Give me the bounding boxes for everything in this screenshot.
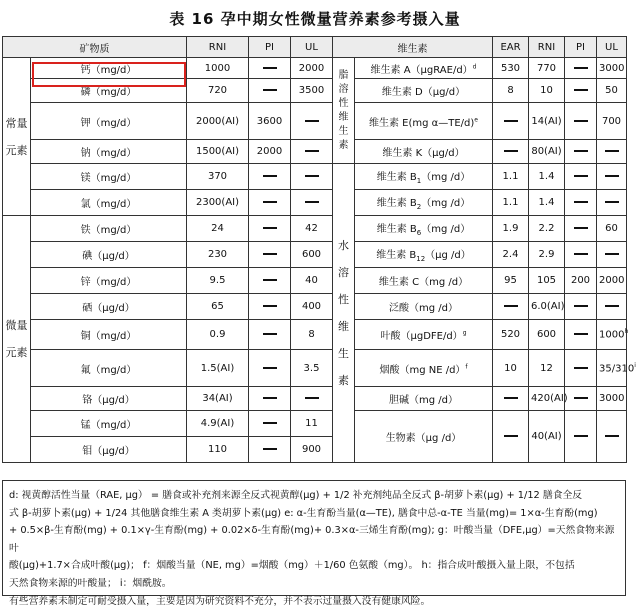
dash-mark (605, 305, 619, 307)
footnote-mark: f (465, 363, 468, 371)
vitamin-ul (597, 103, 627, 140)
mineral-pi (249, 164, 291, 190)
mineral-ul (291, 190, 333, 216)
dash-mark (605, 150, 619, 152)
dash-mark (574, 67, 588, 69)
mineral-name: 锌（mg/d） (31, 268, 187, 294)
vitamin-name-text: 烟酸（mg NE /d） (379, 364, 466, 376)
vitamin-rni (529, 350, 565, 387)
table-row (3, 103, 627, 140)
vitamin-ul (597, 79, 627, 103)
dash-mark (263, 227, 277, 229)
vitamin-ear-text: 10 (504, 362, 517, 374)
mineral-rni (187, 387, 249, 411)
vitamin-rni (529, 411, 565, 463)
vitamin-ear (493, 242, 529, 268)
vitamin-ul (597, 350, 636, 387)
vitamin-ear (493, 411, 529, 463)
mineral-rni-text: 1500(AI) (195, 146, 240, 157)
mineral-ul (291, 216, 333, 242)
vitamin-ear (493, 294, 529, 320)
mineral-rni-text: 0.9 (209, 329, 226, 340)
table-row (3, 387, 627, 411)
note-line: 酸(μg)+1.7×合成叶酸(μg)； f：烟酸当量（NE, mg）=烟酸（mg）＋1/60 色氨酸（mg）。 h：指合成叶酸摄入量上限，不包括 (9, 560, 575, 572)
vitamin-ear-text: 530 (500, 62, 521, 74)
mineral-pi-text: 3600 (256, 115, 283, 127)
vitamin-rni-text: 80(AI) (531, 146, 562, 157)
dash-mark (574, 333, 588, 335)
dash-mark (574, 397, 588, 399)
vitamin-subscript: 12 (416, 255, 426, 263)
mineral-rni (187, 294, 249, 320)
vitamin-name (355, 58, 493, 79)
vitamin-pi (565, 242, 597, 268)
mineral-ul (291, 103, 333, 140)
mineral-ul-text: 900 (301, 444, 322, 455)
mineral-rni-text: 34(AI) (202, 393, 233, 404)
header-vitamin: 维生素 (333, 37, 493, 58)
note-line: 式 β-胡萝卜素(μg) + 1/24 其他膳食维生素 A 类胡萝卜素(μg) e: α-生育酚当量(α—TE), 膳食中总-α-TE 当量(mg)= 1×α-生育酚(mg) (9, 507, 598, 519)
mineral-pi (249, 387, 291, 411)
mineral-pi (249, 216, 291, 242)
vitamin-name-text: 泛酸（mg /d） (389, 303, 458, 314)
mineral-name: 碘（μg/d） (31, 242, 187, 268)
vitamin-rni-text: 40(AI) (531, 431, 562, 442)
header-mineral: 矿物质 (3, 37, 187, 58)
mineral-rni (187, 216, 249, 242)
vitamin-ear (493, 216, 529, 242)
vitamin-rni (529, 140, 565, 164)
vitamin-name (355, 103, 493, 140)
mineral-rni (187, 79, 249, 103)
vitamin-rni-text: 6.0(AI) (531, 301, 565, 312)
vitamin-ul-text: 1000 (599, 329, 625, 341)
mineral-ul (291, 242, 333, 268)
vitamin-ear (493, 350, 529, 387)
vitamin-rni-text: 1.4 (538, 197, 555, 208)
vitamin-name-text: 维生素 E(mg α—TE/d) (368, 117, 475, 129)
dash-mark (263, 175, 277, 177)
dash-mark (574, 89, 588, 91)
mineral-rni-text: 230 (207, 249, 228, 260)
mineral-rni (187, 437, 249, 463)
footnote-mark: h (624, 328, 629, 336)
dash-mark (574, 435, 588, 437)
dash-mark (263, 333, 277, 335)
mineral-name: 镁（mg/d） (31, 164, 187, 190)
dash-mark (605, 253, 619, 255)
mineral-ul (291, 350, 333, 387)
mineral-name: 铁（mg/d） (31, 216, 187, 242)
dash-mark (504, 305, 518, 307)
vitamin-ul-text: 3000 (599, 393, 625, 404)
dash-mark (574, 150, 588, 152)
mineral-rni-text: 2000(AI) (195, 115, 240, 127)
mineral-name: 磷（mg/d） (31, 79, 187, 103)
vitamin-rni-text: 12 (540, 362, 553, 374)
vitamin-name-text: 生物素（μg /d） (385, 433, 462, 444)
vitamin-name-text: 维生素 C（mg /d） (378, 277, 469, 288)
mineral-rni (187, 268, 249, 294)
vitamin-ul (597, 164, 627, 190)
vitamin-unit: （mg /d） (421, 224, 471, 235)
mineral-pi (249, 79, 291, 103)
vitamin-name-text: 胆碱（mg /d） (389, 395, 458, 406)
mineral-rni (187, 242, 249, 268)
mineral-rni (187, 103, 249, 140)
mineral-rni-text: 1.5(AI) (200, 362, 235, 374)
vitamin-name (355, 411, 493, 463)
vitamin-pi (565, 103, 597, 140)
mineral-name: 钼（μg/d） (31, 437, 187, 463)
vitamin-name (355, 140, 493, 164)
dash-mark (605, 435, 619, 437)
mineral-rni-text: 65 (211, 301, 224, 312)
table-row (3, 350, 627, 387)
mineral-pi (249, 320, 291, 350)
vitamin-rni (529, 268, 565, 294)
vitamin-ear-text: 1.1 (502, 171, 519, 182)
vitamin-rni-text: 420(AI) (531, 393, 568, 404)
mineral-ul (291, 411, 333, 437)
vitamin-name-text: 维生素 B (376, 172, 417, 183)
header-ul: UL (291, 37, 333, 58)
vitamin-ul (597, 216, 627, 242)
mineral-rni (187, 320, 249, 350)
footnote-mark: e (474, 116, 478, 124)
mineral-pi-text: 2000 (256, 146, 283, 157)
vitamin-ul (597, 294, 627, 320)
table-row (3, 164, 627, 190)
vitamin-name-text: 叶酸（μgDFE/d） (380, 331, 463, 342)
dash-mark (504, 397, 518, 399)
dash-mark (263, 305, 277, 307)
mineral-ul (291, 58, 333, 79)
footnote-mark: g (462, 329, 467, 337)
vitamin-ear-text: 95 (504, 275, 517, 286)
dash-mark (574, 120, 588, 122)
dash-mark (504, 435, 518, 437)
mineral-ul (291, 140, 333, 164)
mineral-name: 钾（mg/d） (31, 103, 187, 140)
mineral-pi (249, 350, 291, 387)
dash-mark (574, 227, 588, 229)
vitamin-rni-text: 10 (540, 85, 553, 96)
dash-mark (305, 120, 319, 122)
dash-mark (263, 201, 277, 203)
vitamin-name-text: 维生素 B (376, 198, 417, 209)
vitamin-rni-text: 1.4 (538, 171, 555, 182)
mineral-ul-text: 8 (308, 329, 315, 340)
vitamin-pi (565, 140, 597, 164)
vitamin-name (355, 320, 493, 350)
vitamin-ear (493, 387, 529, 411)
dash-mark (305, 150, 319, 152)
vitamin-name-text: 维生素 D（μg/d） (381, 87, 466, 98)
dash-mark (305, 201, 319, 203)
vitamin-rni-text: 2.2 (538, 223, 555, 234)
vitamin-name (355, 268, 493, 294)
vitamin-ear (493, 140, 529, 164)
header-ul-2: UL (597, 37, 627, 58)
vitamin-ear-text: 520 (500, 329, 521, 340)
mineral-name: 氯（mg/d） (31, 190, 187, 216)
vitamin-name-text: 维生素 B (376, 224, 417, 235)
vitamin-ear (493, 320, 529, 350)
vitamin-ear-text: 8 (507, 85, 514, 96)
highlight-box (32, 62, 186, 87)
mineral-rni (187, 350, 249, 387)
vitamin-ul (597, 58, 627, 79)
dash-mark (263, 67, 277, 69)
dash-mark (504, 150, 518, 152)
dash-mark (263, 279, 277, 281)
mineral-name: 锰（mg/d） (31, 411, 187, 437)
dash-mark (574, 305, 588, 307)
dash-mark (574, 367, 588, 369)
mineral-name: 钙（mg/d） (31, 58, 187, 79)
table-row (3, 411, 627, 437)
vitamin-ul-text: 2000 (599, 275, 625, 286)
vitamin-ul-text: 3000 (599, 62, 625, 74)
vitamin-name (355, 387, 493, 411)
mineral-pi (249, 294, 291, 320)
header-pi: PI (249, 37, 291, 58)
vitamin-name (355, 216, 493, 242)
vitamin-name (355, 79, 493, 103)
mineral-rni (187, 140, 249, 164)
mineral-pi (249, 268, 291, 294)
vitamin-rni (529, 103, 565, 140)
vitamin-rni-text: 770 (536, 62, 557, 74)
dash-mark (574, 175, 588, 177)
vitamin-ear (493, 190, 529, 216)
dash-mark (574, 201, 588, 203)
vitamin-pi (565, 268, 597, 294)
vitamin-name-text: 维生素 K（μg/d） (382, 148, 465, 159)
vitamin-pi-text: 200 (570, 275, 591, 286)
vitamin-name-text: 维生素 B (376, 250, 417, 261)
note-line: d: 视黄醇活性当量（RAE, μg） = 膳食或补充剂来源全反式视黄醇(μg) + 1/2 补充剂纯品全反式 β-胡萝卜素(μg) + 1/12 膳食全反 (9, 490, 583, 501)
group-water-soluble: 水溶性维生素 (333, 164, 355, 463)
mineral-ul (291, 268, 333, 294)
mineral-ul (291, 320, 333, 350)
dash-mark (605, 175, 619, 177)
mineral-ul-text: 3500 (298, 85, 325, 96)
mineral-rni-text: 4.9(AI) (200, 418, 235, 429)
vitamin-rni (529, 242, 565, 268)
vitamin-ul (597, 387, 627, 411)
vitamin-rni-text: 14(AI) (531, 115, 562, 127)
nutrient-table (2, 36, 636, 463)
mineral-pi (249, 103, 291, 140)
note-line: 天然食物来源的叶酸量； i：烟酰胺。 (9, 577, 172, 589)
mineral-rni-text: 370 (207, 171, 228, 182)
vitamin-ul-text: 700 (601, 115, 622, 127)
mineral-rni-text: 720 (207, 85, 228, 96)
vitamin-ul (597, 190, 627, 216)
mineral-ul (291, 437, 333, 463)
mineral-ul (291, 387, 333, 411)
mineral-rni-text: 9.5 (209, 275, 226, 286)
vitamin-ear (493, 164, 529, 190)
dash-mark (305, 175, 319, 177)
dash-mark (605, 201, 619, 203)
mineral-pi (249, 190, 291, 216)
mineral-name: 铜（mg/d） (31, 320, 187, 350)
vitamin-rni (529, 79, 565, 103)
mineral-name: 氟（mg/d） (31, 350, 187, 387)
dash-mark (504, 120, 518, 122)
vitamin-pi (565, 190, 597, 216)
vitamin-pi (565, 58, 597, 79)
mineral-name: 硒（μg/d） (31, 294, 187, 320)
vitamin-subscript: 6 (416, 229, 422, 237)
vitamin-name (355, 242, 493, 268)
note-line: 有些营养素未制定可耐受摄入量，主要是因为研究资料不充分，并不表示过量摄入没有健康风险。 (9, 595, 431, 607)
table-row (3, 268, 627, 294)
vitamin-ear-text: 2.4 (502, 249, 519, 260)
mineral-ul (291, 294, 333, 320)
mineral-rni (187, 164, 249, 190)
table-row (3, 190, 627, 216)
vitamin-pi (565, 164, 597, 190)
mineral-ul-text: 2000 (298, 62, 325, 74)
vitamin-name-text: 维生素 A（μgRAE/d） (370, 64, 473, 76)
vitamin-name (355, 190, 493, 216)
dash-mark (263, 367, 277, 369)
mineral-pi (249, 242, 291, 268)
table-row (3, 140, 627, 164)
table-row (3, 294, 627, 320)
header-rni-2: RNI (529, 37, 565, 58)
vitamin-ul-text: 35/310 (599, 363, 635, 375)
vitamin-rni-text: 105 (536, 275, 557, 286)
dash-mark (305, 397, 319, 399)
header-pi-2: PI (565, 37, 597, 58)
vitamin-pi (565, 320, 597, 350)
header-rni: RNI (187, 37, 249, 58)
mineral-ul-text: 11 (305, 418, 318, 429)
vitamin-pi (565, 79, 597, 103)
mineral-pi (249, 437, 291, 463)
vitamin-rni (529, 216, 565, 242)
vitamin-ear (493, 268, 529, 294)
vitamin-pi (565, 350, 597, 387)
mineral-ul-text: 40 (305, 275, 318, 286)
vitamin-ul-text: 60 (605, 223, 618, 234)
vitamin-ear-text: 1.1 (502, 197, 519, 208)
vitamin-name (355, 164, 493, 190)
footnotes (2, 480, 626, 607)
mineral-ul-text: 42 (305, 223, 318, 234)
vitamin-ul (597, 320, 627, 350)
mineral-name: 铬（μg/d） (31, 387, 187, 411)
vitamin-rni-text: 600 (536, 329, 557, 340)
vitamin-ear (493, 58, 529, 79)
vitamin-rni (529, 387, 568, 411)
vitamin-rni (529, 294, 565, 320)
vitamin-pi (565, 294, 597, 320)
table-title: 表 16 孕中期女性微量营养素参考摄入量 (169, 10, 461, 28)
vitamin-ul (597, 242, 627, 268)
vitamin-pi (565, 411, 597, 463)
mineral-name: 钠（mg/d） (31, 140, 187, 164)
mineral-rni-text: 2300(AI) (195, 197, 240, 208)
header-ear: EAR (493, 37, 529, 58)
footnote-mark: i (634, 361, 636, 369)
vitamin-rni-text: 2.9 (538, 249, 555, 260)
vitamin-ul (597, 411, 627, 463)
vitamin-name (355, 294, 493, 320)
dash-mark (263, 253, 277, 255)
table-row (3, 242, 627, 268)
mineral-rni (187, 58, 249, 79)
dash-mark (263, 397, 277, 399)
mineral-ul-text: 600 (301, 249, 322, 260)
mineral-ul (291, 79, 333, 103)
footnote-mark: d (472, 63, 477, 71)
dash-mark (263, 89, 277, 91)
table-row (3, 320, 627, 350)
note-line: + 0.5×β-生育酚(mg) + 0.1×γ-生育酚(mg) + 0.02×δ-生育酚(mg)+ 0.3×α-三烯生育酚(mg); g：叶酸当量（DFE,μg）=天然食物来源叶 (9, 525, 615, 554)
group-macro-minerals: 常量元素 (3, 58, 31, 216)
group-fat-soluble: 脂溶性维生素 (333, 58, 355, 164)
vitamin-ul (597, 140, 627, 164)
mineral-rni-text: 1000 (204, 62, 231, 74)
header-row (3, 37, 627, 58)
table-row (3, 216, 627, 242)
mineral-ul-text: 3.5 (303, 362, 320, 374)
vitamin-unit: （mg /d） (421, 172, 471, 183)
vitamin-rni (529, 164, 565, 190)
mineral-pi (249, 411, 291, 437)
vitamin-subscript: 2 (416, 203, 422, 211)
vitamin-ear (493, 103, 529, 140)
vitamin-unit: （μg /d） (425, 250, 471, 261)
mineral-ul (291, 164, 333, 190)
vitamin-unit: （mg /d） (421, 198, 471, 209)
mineral-rni-text: 24 (211, 223, 224, 234)
dash-mark (263, 448, 277, 450)
vitamin-pi (565, 387, 597, 411)
vitamin-rni (529, 58, 565, 79)
dash-mark (574, 253, 588, 255)
vitamin-rni (529, 190, 565, 216)
mineral-rni-text: 110 (207, 444, 228, 455)
vitamin-rni (529, 320, 565, 350)
mineral-pi (249, 58, 291, 79)
vitamin-ul (597, 268, 627, 294)
vitamin-ear-text: 1.9 (502, 223, 519, 234)
mineral-rni (187, 190, 249, 216)
mineral-ul-text: 400 (301, 301, 322, 312)
vitamin-ul-text: 50 (605, 85, 618, 96)
vitamin-pi (565, 216, 597, 242)
mineral-rni (187, 411, 249, 437)
vitamin-ear (493, 79, 529, 103)
vitamin-subscript: 1 (416, 177, 422, 185)
vitamin-name (355, 350, 493, 387)
mineral-pi (249, 140, 291, 164)
group-micro-minerals: 微量元素 (3, 216, 31, 463)
dash-mark (263, 422, 277, 424)
